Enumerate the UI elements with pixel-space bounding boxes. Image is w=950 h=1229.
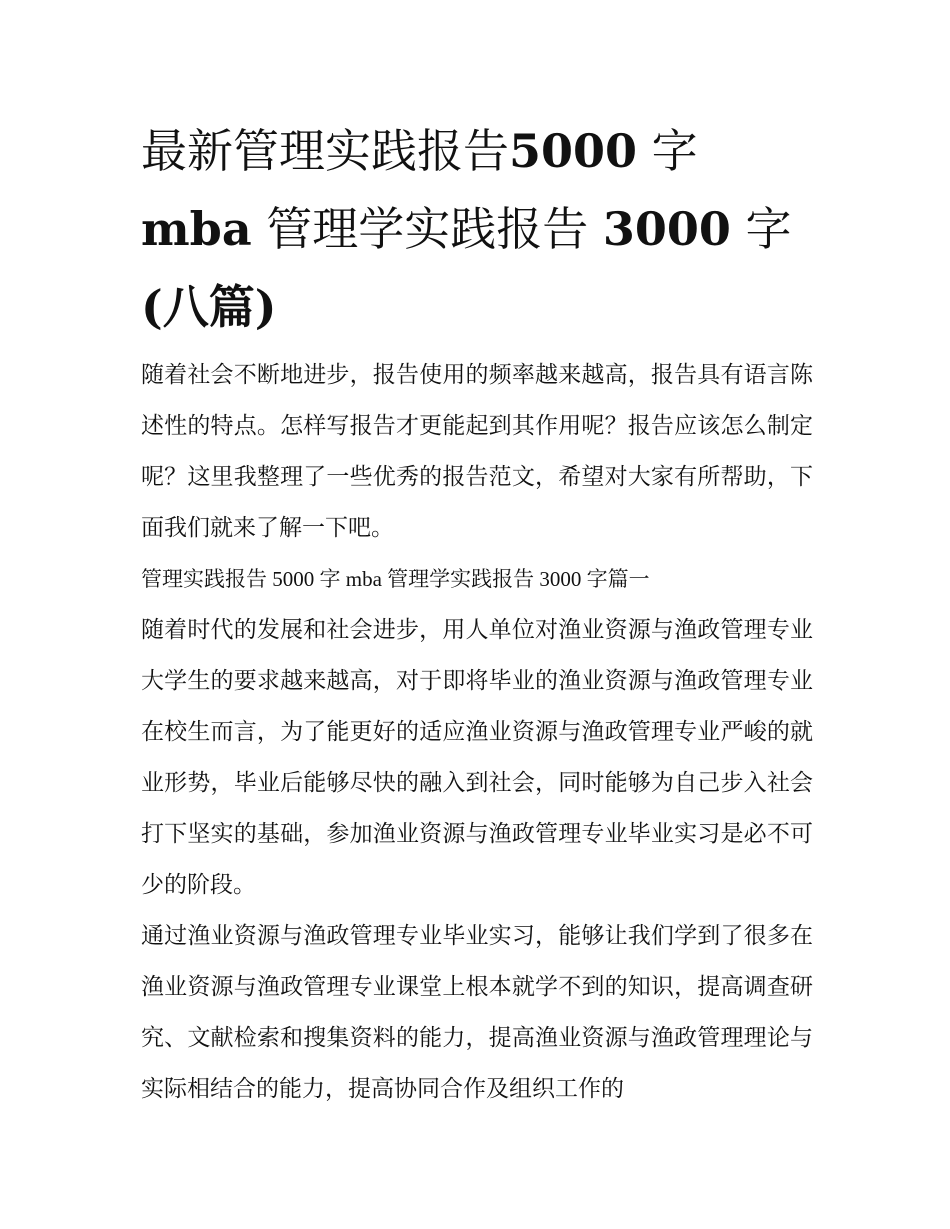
body-paragraph-1: 随着时代的发展和社会进步，用人单位对渔业资源与渔政管理专业大学生的要求越来越高，对于即将毕业的渔业资源与渔政管理专业在校生而言，为了能更好的适应渔业资源与渔政管理专业严峻的就业形势，毕业后能够尽快的融入到社会，同时能够为自己步入社会打下坚实的基础，参加渔业资源与渔政管理专业毕业实习是必不可少的阶段。 [141, 617, 813, 898]
document-title [141, 112, 813, 346]
title-line-1-number: 5000 [509, 124, 638, 178]
section-heading: 管理实践报告 5000 字 mba 管理学实践报告 3000 字篇一 [141, 567, 650, 591]
intro-paragraph: 随着社会不断地进步，报告使用的频率越来越高，报告具有语言陈述性的特点。怎样写报告才更能起到其作用呢？报告应该怎么制定呢？这里我整理了一些优秀的报告范文，希望对大家有所帮助，下面我们就来了解一下吧。 [141, 362, 813, 541]
title-line-2-suffix: 字 [730, 202, 792, 256]
title-line-1-suffix: 字 [637, 124, 698, 178]
title-line-2-number: 3000 [602, 202, 731, 256]
title-line-1 [141, 112, 813, 190]
title-line-2-prefix: mba [141, 202, 252, 256]
title-line-2 [141, 190, 813, 268]
body-paragraph-2: 通过渔业资源与渔政管理专业毕业实习，能够让我们学到了很多在渔业资源与渔政管理专业课堂上根本就学不到的知识，提高调查研究、文献检索和搜集资料的能力，提高渔业资源与渔政管理理论与实际相结合的能力，提高协同合作及组织工作的 [141, 923, 813, 1102]
document-content [141, 112, 813, 1115]
title-line-3: (八篇) [141, 280, 277, 334]
title-line-1-prefix: 最新管理实践报告 [141, 124, 509, 178]
title-line-2-middle: 管理学实践报告 [251, 202, 603, 256]
